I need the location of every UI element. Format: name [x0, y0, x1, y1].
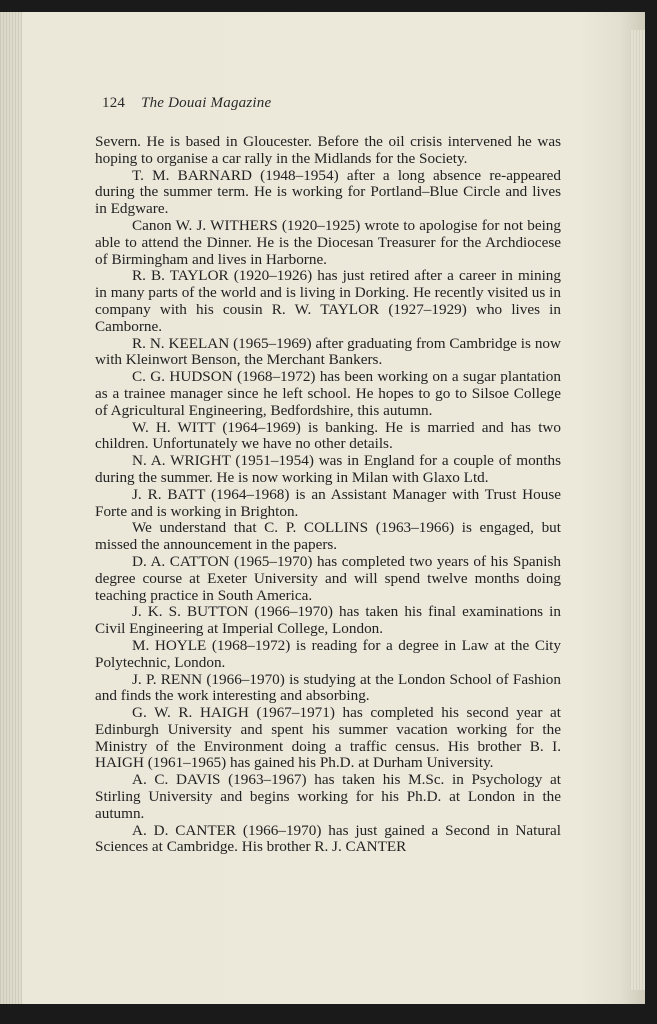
paragraph: R. N. KEELAN (1965–1969) after graduating from Cambridge is now with Kleinwort Benson, the Merchant Bankers.: [95, 334, 561, 369]
paragraph: A. D. CANTER (1966–1970) has just gained a Second in Natural Sciences at Cambridge. His brother R. J. CANTER: [95, 821, 561, 856]
paragraph: J. P. RENN (1966–1970) is studying at the London School of Fashion and finds the work interesting and absorbing.: [95, 670, 561, 705]
paragraph: R. B. TAYLOR (1920–1926) has just retired after a career in mining in many parts of the world and is living in Dorking. He recently visited us in company with his cousin R. W. TAYLOR (1927–1929) who lives in Camborne.: [95, 267, 561, 335]
paragraph: N. A. WRIGHT (1951–1954) was in England for a couple of months during the summer. He is now working in Milan with Glaxo Ltd.: [95, 452, 561, 486]
page-number: 124: [102, 95, 126, 111]
paragraph: We understand that C. P. COLLINS (1963–1966) is engaged, but missed the announcement in the papers.: [95, 519, 561, 554]
publication-title: The Douai Magazine: [141, 95, 272, 111]
page-stack-right-edge: [630, 30, 645, 990]
paragraph: Canon W. J. WITHERS (1920–1925) wrote to apologise for not being able to attend the Dinner. He is the Diocesan Treasurer for the Archdiocese of Birmingham and lives in Harborne.: [95, 216, 561, 268]
running-header: [102, 95, 271, 112]
paragraph: M. HOYLE (1968–1972) is reading for a degree in Law at the City Polytechnic, London.: [95, 636, 561, 671]
paragraph: W. H. WITT (1964–1969) is banking. He is married and has two children. Unfortunately we have no other details.: [95, 418, 561, 453]
paragraph: Severn. He is based in Gloucester. Before the oil crisis intervened he was hoping to organise a car rally in the Midlands for the Society.: [95, 133, 561, 167]
paragraph: A. C. DAVIS (1963–1967) has taken his M.Sc. in Psychology at Stirling University and begins working for his Ph.D. at London in the autumn.: [95, 771, 561, 822]
paragraph: D. A. CATTON (1965–1970) has completed two years of his Spanish degree course at Exeter University and will spend twelve months doing teaching practice in South America.: [95, 552, 561, 604]
paragraph: J. K. S. BUTTON (1966–1970) has taken his final examinations in Civil Engineering at Imperial College, London.: [95, 603, 561, 638]
paragraph: G. W. R. HAIGH (1967–1971) has completed his second year at Edinburgh University and spent his summer vacation working for the Ministry of the Environment doing a traffic census. His brother B. I. HAIGH (1961–1965) has gained his Ph.D. at Durham University.: [95, 704, 561, 772]
article-body: [95, 134, 561, 856]
paragraph: J. R. BATT (1964–1968) is an Assistant Manager with Trust House Forte and is working in Brighton.: [95, 485, 561, 520]
page-stack-left-edge: [0, 12, 22, 1004]
paragraph: C. G. HUDSON (1968–1972) has been working on a sugar plantation as a trainee manager since he left school. He hopes to go to Silsoe College of Agricultural Engineering, Bedfordshire, this autumn.: [95, 368, 561, 419]
paragraph: T. M. BARNARD (1948–1954) after a long absence re-appeared during the summer term. He is working for Portland–Blue Circle and lives in Edgware.: [95, 166, 561, 218]
